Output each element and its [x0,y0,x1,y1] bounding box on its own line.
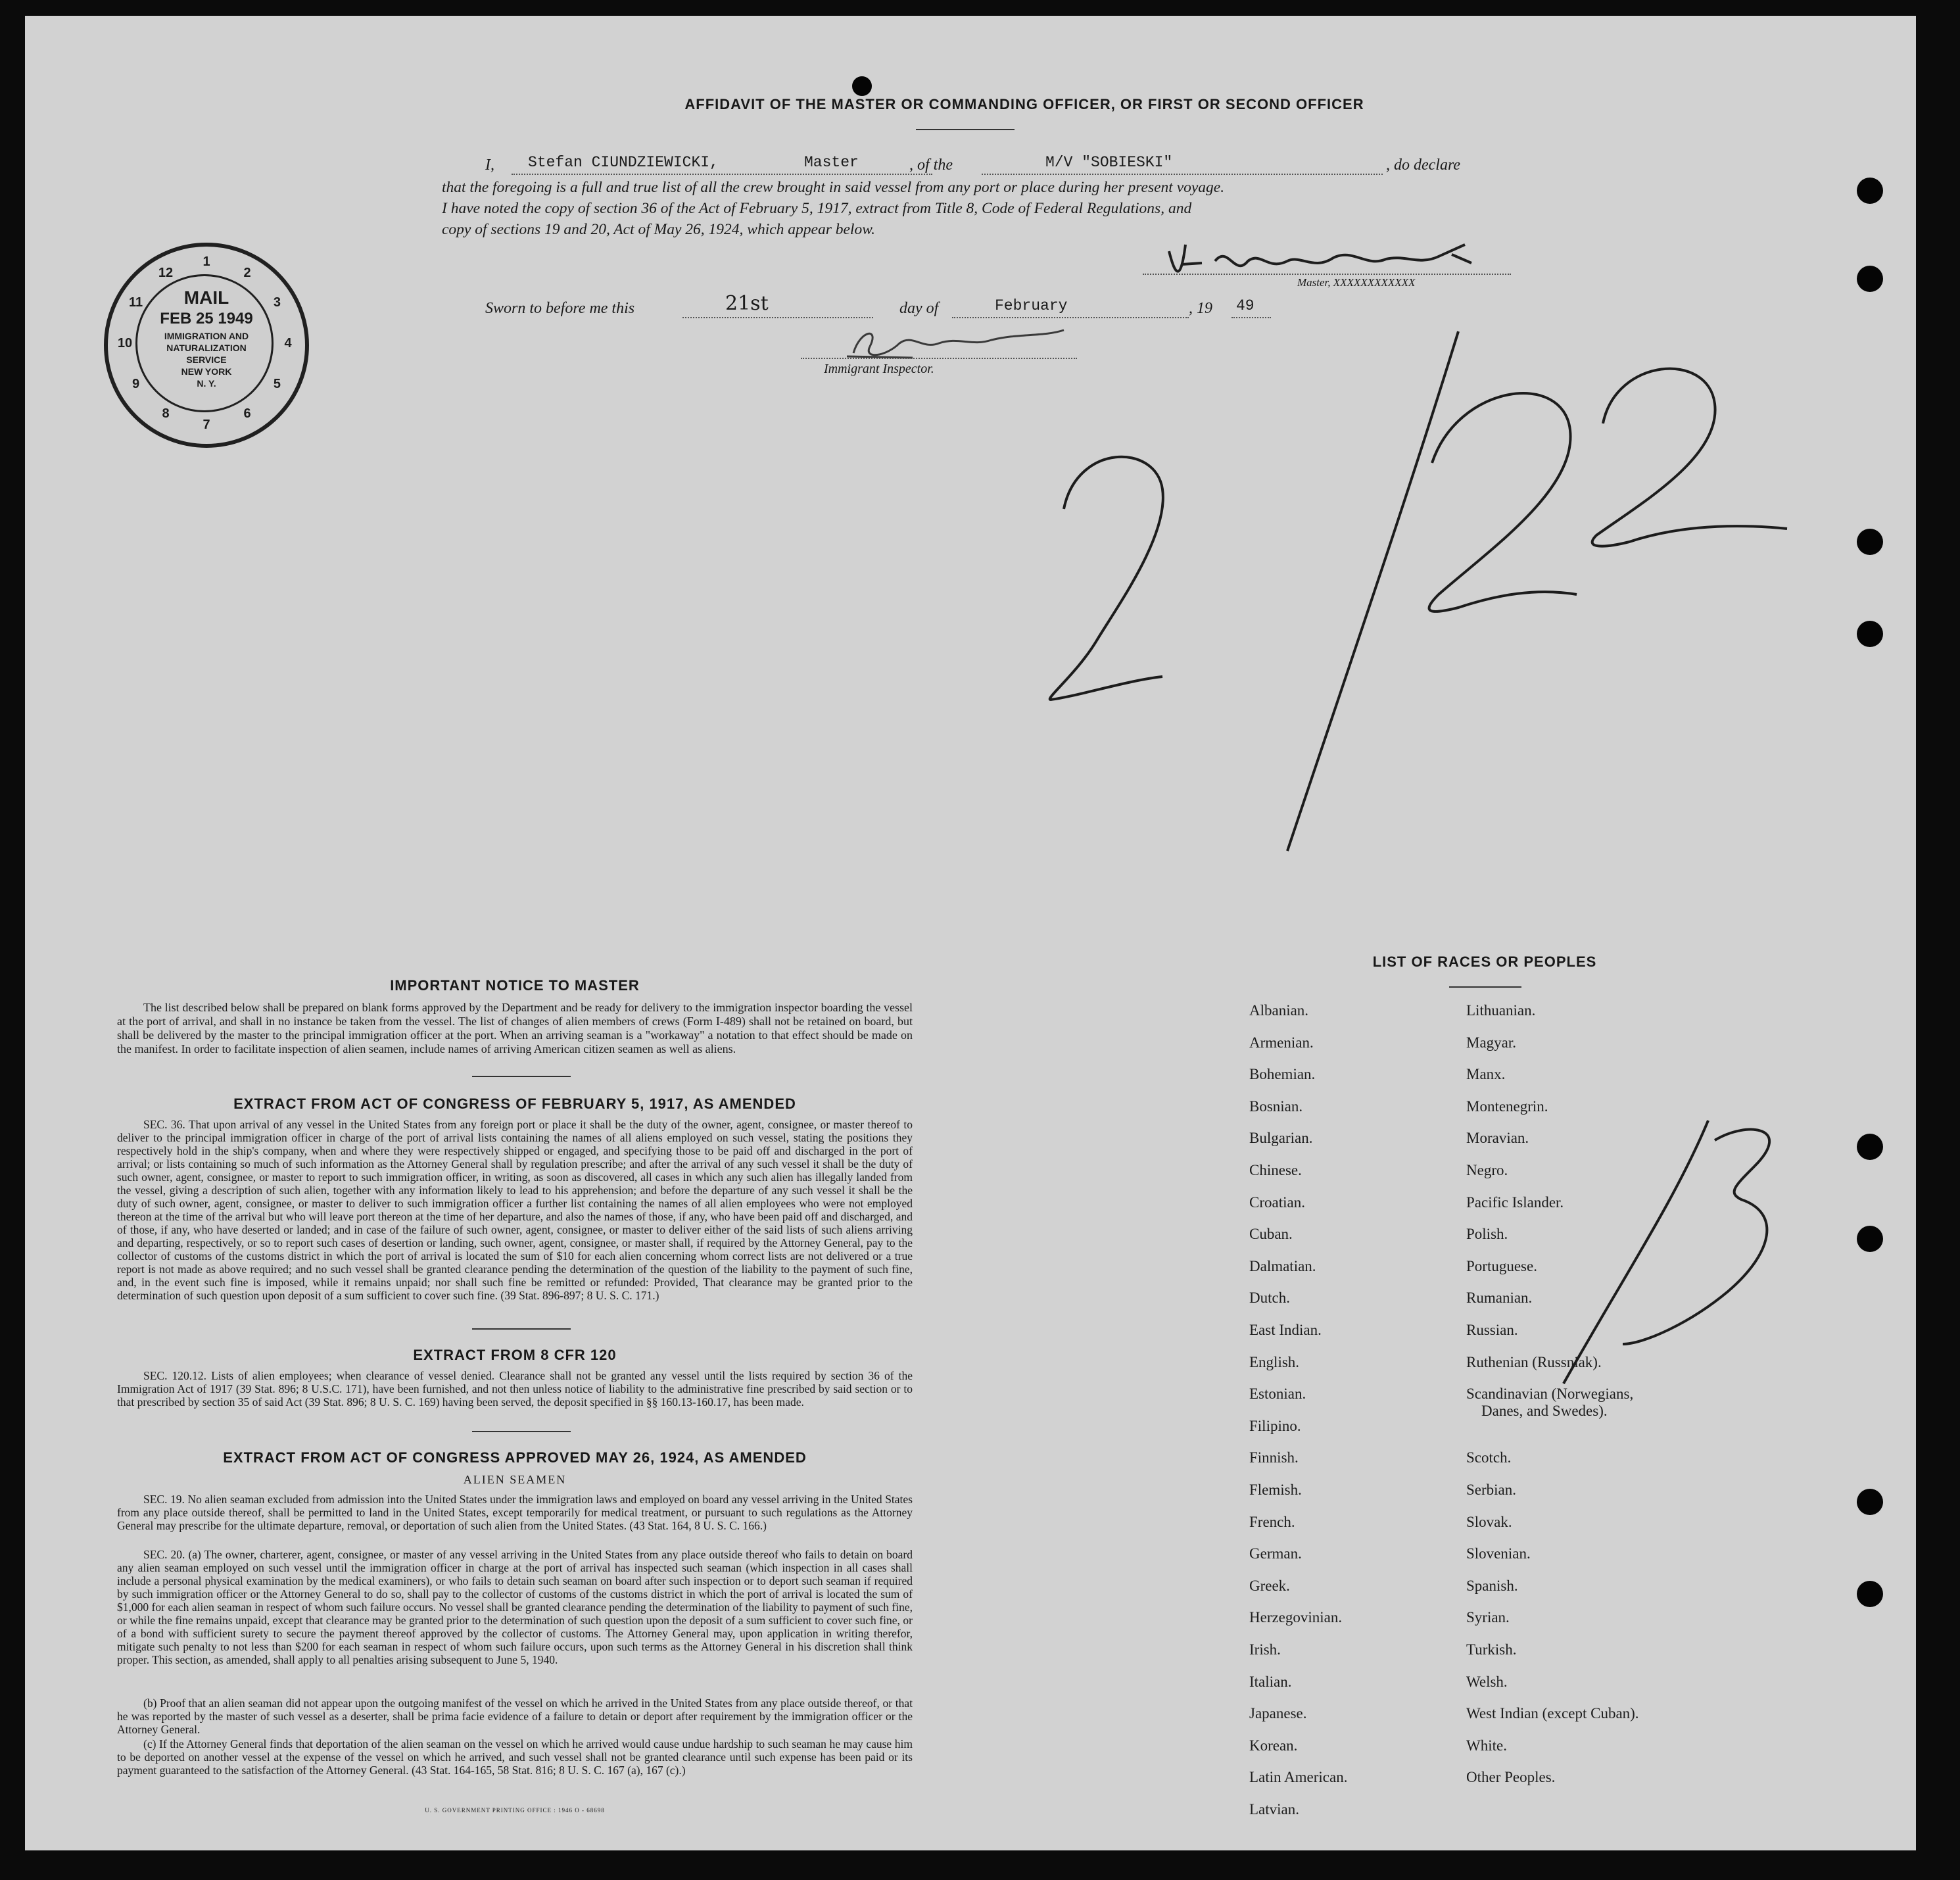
race-entry: Other Peoples. [1466,1769,1556,1786]
sec-20a-text: SEC. 20. (a) The owner, charterer, agent, consignee, or master of any vessel arriving in the United States from any place outside thereof who fails to detain on board any alien seaman employed on such vessel until the immigration officer in charge at the port of arrival has inspected such seaman (which inspection in all cases shall include a personal physical examination by the medical examiners), or who fails to detain such seaman on board after such inspection or to deport such seaman if required by such immigration officer or the Attorney General to do so, shall pay to the collector of customs of the customs district in which the port of arrival is located the sum of $1,000 for each alien seaman in respect of whom such failure occurs. No vessel shall be granted clearance pending the determination of the liability to payment of such fine, or while the fine remains unpaid, except that clearance may be granted prior to the determination of such question upon the deposit of a sum sufficient to cover such fine, or of a bond with sufficient surety to secure the payment thereof approved by the collector of customs. The Attorney General may, upon application in writing therefor, mitigate such penalty to not less than $200 for each seaman in respect of whom such failure occurs, upon such terms as the Attorney General in his discretion shall think proper. This section, as amended, shall apply to all penalties arising subsequent to June 5, 1940. [117,1548,913,1666]
extract-1924-subtitle: ALIEN SEAMEN [463,1473,567,1486]
sec-19-text: SEC. 19. No alien seaman excluded from admission into the United States under the immigration laws and employed on board any vessel arriving in the United States from any place outside thereof, shall be permitted to land in the United States, except temporarily for medical treatment, or pursuant to such regulations as the Attorney General may prescribe for the ultimate departure, removal, or deportation of such alien from the United States. (43 Stat. 164, 8 U. S. C. 166.) [117,1493,913,1532]
sec-20b-text: (b) Proof that an alien seaman did not appear upon the outgoing manifest of the vessel on which he arrived in the United States from any place outside thereof, or that he was reported by the master of such vessel as a deserter, shall be prima facie evidence of a failure to detain or deport after requirement by the immigration officer or the Attorney General. [117,1697,913,1736]
gpo-imprint: U. S. GOVERNMENT PRINTING OFFICE : 1946 O - 68698 [425,1807,605,1814]
notice-title: IMPORTANT NOTICE TO MASTER [390,977,640,994]
races-title: LIST OF RACES OR PEOPLES [1372,953,1597,970]
race-entry: Montenegrin. [1466,1097,1548,1115]
handwritten-side-number [1557,1099,1833,1397]
race-entry: Italian. [1249,1673,1292,1690]
race-entry: Serbian. [1466,1482,1517,1498]
race-entry: Rumanian. [1466,1289,1533,1307]
sworn-year: 49 [1236,297,1255,314]
race-entry: Armenian. [1249,1034,1314,1051]
race-entry: Lithuanian. [1466,1002,1536,1019]
master-rank: Master [804,154,859,171]
sworn-day: 21st [725,292,769,315]
race-entry: Irish. [1249,1641,1281,1658]
race-entry: Scandinavian (Norwegians, Danes, and Swedes). [1466,1386,1634,1420]
postmark-ring-number: 12 [158,265,174,280]
race-entry: White. [1466,1737,1507,1754]
binder-hole [1857,1489,1883,1515]
postmark-ring-number: 11 [129,295,143,310]
binder-hole [1857,178,1883,204]
extract-cfr-title: EXTRACT FROM 8 CFR 120 [413,1347,617,1363]
race-entry: Finnish. [1249,1449,1299,1466]
race-entry: English. [1249,1353,1300,1370]
race-entry: East Indian. [1249,1322,1322,1338]
year-prefix: , 19 [1189,300,1212,317]
race-entry: Slovenian. [1466,1545,1531,1562]
postmark-ring-number: 10 [117,336,133,350]
race-entry: Bohemian. [1249,1066,1316,1083]
postmark-ring-number: 3 [273,295,281,310]
postmark-ring-number: 5 [273,377,281,391]
affidavit-line-2: that the foregoing is a full and true list of all the crew brought in said vessel from any port or place during her present voyage. [442,179,1225,196]
race-entry: Ruthenian (Russniak). [1466,1353,1602,1370]
race-entry: West Indian (except Cuban). [1466,1705,1639,1722]
race-entry: Dutch. [1249,1289,1290,1307]
race-entry: Cuban. [1249,1226,1293,1243]
handwritten-page-fraction [1038,323,1866,897]
postmark-ring-number: 7 [203,418,210,432]
race-entry: Flemish. [1249,1482,1302,1498]
vessel-line [982,174,1383,175]
extract-1917-title: EXTRACT FROM ACT OF CONGRESS OF FEBRUARY 5, 1917, AS AMENDED [233,1096,796,1112]
sworn-month: February [995,297,1068,314]
race-entry: Negro. [1466,1162,1508,1178]
race-entry: Korean. [1249,1737,1298,1754]
binder-hole [852,76,872,96]
race-entry: Welsh. [1466,1673,1508,1690]
inspector-caption: Immigrant Inspector. [824,362,934,376]
race-entry: Greek. [1249,1577,1290,1594]
notice-body: The list described below shall be prepared on blank forms approved by the Department and be ready for delivery to the immigration inspector boarding the vessel at the port of arrival, and shall in no instance be taken from the vessel. The list of changes of alien members of crews (Form I-489) shall not be retained on board, but shall be delivered by the master to the principal immigration officer at the port. When an arriving seaman is a "workaway" a notation to that effect should be made on the manifest. In order to facilitate inspection of alien seamen, include names of arriving American citizen seamen as well as aliens. [117,1001,913,1055]
postmark-ring-number: 6 [243,406,251,422]
race-entry: Polish. [1466,1226,1508,1243]
vessel-name: M/V "SOBIESKI" [1045,154,1173,171]
race-entry: Pacific Islander. [1466,1193,1564,1211]
inspector-line [801,358,1077,359]
immigration-postmark [104,243,309,448]
race-entry: Croatian. [1249,1193,1305,1211]
day-of-label: day of [899,300,939,317]
postmark-ring-number: 8 [162,406,170,422]
affidavit-i: I, [485,157,494,174]
postmark-ring-number: 2 [243,265,251,280]
postmark-line-3: SERVICE [186,354,227,365]
race-entry: Herzegovinian. [1249,1609,1343,1626]
binder-hole [1857,266,1883,292]
race-entry: German. [1249,1545,1302,1562]
sec-20c-text: (c) If the Attorney General finds that deportation of the alien seaman on the vessel on which he arrived would cause undue hardship to such seaman he may cause him to be deported on another vessel at the expense of the vessel on which he arrived, and such vessel shall not be granted clearance until such expense has been paid or its payment guaranteed to the satisfaction of the Attorney General. (43 Stat. 164-165, 58 Stat. 816; 8 U. S. C. 167 (a), 167 (c).) [117,1737,913,1777]
extract-1924-title: EXTRACT FROM ACT OF CONGRESS APPROVED MAY 26, 1924, AS AMENDED [223,1449,807,1466]
do-declare-label: , do declare [1386,157,1461,174]
postmark-line-2: NATURALIZATION [166,343,247,353]
postmark-line-4: NEW YORK [181,366,232,377]
race-entry: Portuguese. [1466,1257,1537,1274]
race-entry: Bulgarian. [1249,1130,1313,1147]
binder-hole [1857,1134,1883,1160]
race-entry: Estonian. [1249,1386,1306,1403]
master-caption: Master, XXXXXXXXXXXX [1297,276,1416,289]
document-sheet [25,16,1916,1850]
handwritten-fraction-text: 2/22 [1038,323,1057,334]
race-entry: Albanian. [1249,1002,1309,1019]
race-entry: Manx. [1466,1066,1506,1083]
race-entry: Scotch. [1466,1449,1512,1466]
race-entry: French. [1249,1513,1295,1530]
postmark-date: FEB 25 1949 [160,310,253,327]
race-entry: Filipino. [1249,1417,1301,1434]
race-entry: Dalmatian. [1249,1257,1316,1274]
race-entry: Slovak. [1466,1513,1512,1530]
affidavit-title: AFFIDAVIT OF THE MASTER OR COMMANDING OFFICER, OR FIRST OR SECOND OFFICER [684,96,1364,112]
postmark-line-1: IMMIGRATION AND [164,331,249,341]
of-the-label: , of the [909,157,953,174]
year-line [1231,317,1271,318]
extract-1917-body: SEC. 36. That upon arrival of any vessel in the United States from any foreign port or place it shall be the duty of the owner, agent, consignee, or master thereof to deliver to the principal immigration officer in charge of the port of arrival lists containing the names of all aliens employed on such vessel, stating the positions they respectively hold in the ship's company, when and where they were respectively shipped or engaged, and specifying those to be paid off and discharged in the port of arrival; or lists containing so much of such information as the Attorney General shall by regulation prescribe; and after the arrival of any such vessel it shall be the duty of such owner, agent, consignee, or master to report to such immigration officer, in writing, as soon as discovered, all cases in which any such alien has illegally landed from the vessel, giving a description of such alien, together with any information likely to lead to his apprehension; and before the departure of any such vessel it shall be the duty of such owner, agent, consignee, or master to deliver to such immigration officer a further list containing the names of all alien employees who were not employed thereon at the time of the arrival but who will leave port thereon at the time of her departure, and also the names of those, if any, who have been paid off and discharged, and of those, if any, who have deserted or landed; and in case of the failure of such owner, agent, consignee, or master to deliver either of the said lists of such aliens arriving and departing, respectively, or so to report such cases of desertion or landing, such owner, agent, consignee, or master shall, if required by the Attorney General, pay to the collector of customs of the customs district in which the port of arrival is located the sum of $10 for each alien concerning whom correct lists are not delivered or a true report is not made as above required; and no such vessel shall be granted clearance pending the determination of the question of the liability to the payment of such fine, and, in the event such fine is imposed, while it remains unpaid; nor shall such fine be remitted or refunded: Provided, That clearance may be granted prior to the determination of such question upon deposit of a sum sufficient to cover such fine. (39 Stat. 896-897; 8 U. S. C. 171.) [117,1118,913,1302]
handwritten-side-number-text: 13 [1557,1099,1567,1110]
postmark-line-5: N. Y. [197,378,216,389]
race-entry: Spanish. [1466,1577,1518,1594]
race-entry: Moravian. [1466,1130,1529,1147]
postmark-ring-number: 1 [203,254,210,269]
postmark-ring-number: 9 [132,377,140,391]
race-entry: Syrian. [1466,1609,1510,1626]
binder-hole [1857,1581,1883,1607]
master-name: Stefan CIUNDZIEWICKI, [528,154,719,171]
binder-hole [1857,1226,1883,1252]
divider [1449,986,1521,988]
race-entry: Russian. [1466,1322,1518,1338]
postmark-ring-number: 4 [284,336,292,350]
postmark-mail: MAIL [183,287,229,308]
divider [472,1076,571,1077]
race-entry: Magyar. [1466,1034,1517,1051]
sworn-label: Sworn to before me this [485,300,635,317]
race-entry: Chinese. [1249,1162,1302,1178]
race-entry: Latin American. [1249,1769,1348,1786]
affidavit-line-3: I have noted the copy of section 36 of the Act of February 5, 1917, extract from Title 8, Code of Federal Regulations, and [442,200,1192,217]
divider [472,1328,571,1330]
race-entry: Japanese. [1249,1705,1307,1722]
divider [916,129,1015,130]
divider [472,1431,571,1432]
race-entry: Latvian. [1249,1801,1299,1818]
race-entry: Turkish. [1466,1641,1517,1658]
signature-line [1143,274,1511,275]
affidavit-line-4: copy of sections 19 and 20, Act of May 26, 1924, which appear below. [442,221,875,238]
name-line [512,174,932,175]
race-entry: Bosnian. [1249,1097,1303,1115]
extract-cfr-body: SEC. 120.12. Lists of alien employees; when clearance of vessel denied. Clearance shall not be granted any vessel until the lists required by section 36 of the Immigration Act of 1917 (39 Stat. 896; 8 U.S.C. 171), have been furnished, and not then unless notice of liability to the administrative fine prescribed by said section or to that prescribed by section 35 of said Act (39 Stat. 896; 8 U. S. C. 169) having been served, the deposit specified in §§ 160.13-160.17, has been made. [117,1369,913,1409]
